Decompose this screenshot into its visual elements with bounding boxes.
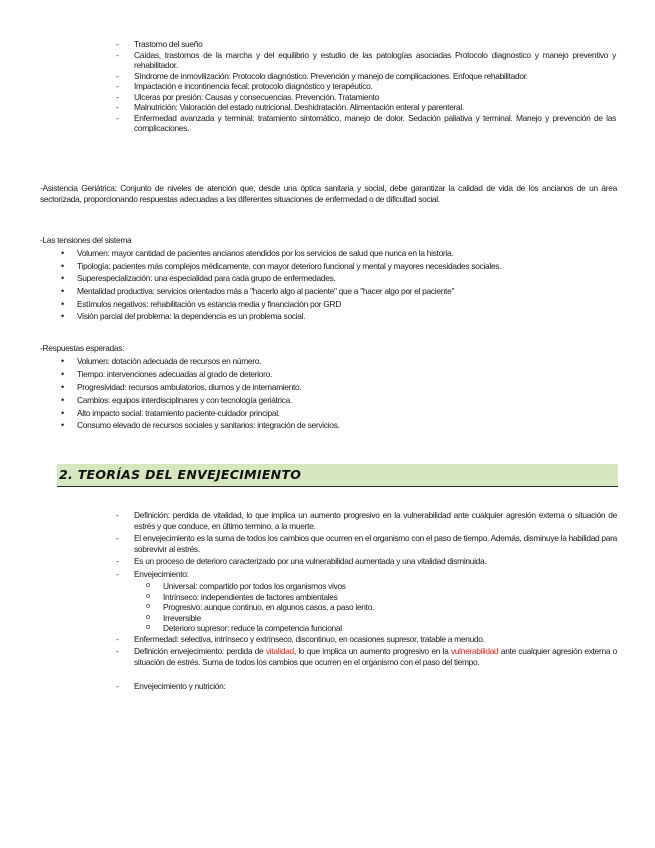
section-heading: 2. TEORÍAS DEL ENVEJECIMIENTO [59, 467, 302, 482]
definicion-envejecimiento-item [134, 646, 617, 667]
list-item: • Cambios: equipos interdisciplinares y con tecnología geriátrica. [77, 395, 622, 406]
enfermedad-item: - Enfermedad: selectiva, intrínseco y extrínseco, discontinuo, en ocasiones supresor, tratable a menudo. [134, 634, 617, 645]
list-item: • Progresividad: recursos ambulatorios, diurnos y de internamiento. [77, 382, 622, 393]
theories-list [134, 510, 617, 692]
respuestas-title: -Respuestas esperadas: [40, 343, 125, 353]
sub-item: o Deterioro supresor: reduce la competencia funcional [163, 623, 617, 634]
envejecimiento-item [134, 569, 617, 634]
suma-item: - El envejecimiento es la suma de todos los cambios que ocurren en el organismo con el paso de tiempo. Además, disminuye la habilidad para sobrevivir al estrés. [134, 533, 617, 554]
tensiones-list [77, 248, 622, 322]
list-item: • Mentalidad productiva: servicios orientados más a "hacerlo algo al paciente" que a "hacer algo por el paciente" [77, 286, 622, 297]
list-item: - Caídas, trastornos de la marcha y del equilibrio y estudio de las patologías asociadas Protocolo diagnostico y manejo preventivo y rehabilitador. [134, 50, 616, 71]
list-item: - Enfermedad avanzada y terminal: tratamiento sintomático, manejo de dolor. Sedación paliativa y terminal. Manejo y prevención de las complicaciones. [134, 113, 616, 134]
list-item: - Malnutrición: Valoración del estado nutricional. Deshidratación. Alimentación enteral y parenteral. [134, 102, 616, 113]
list-item: • Estímulos negativos: rehabilitación vs estancia media y financiación por GRD [77, 299, 622, 310]
envejecimiento-sublist [163, 581, 617, 634]
sub-item: o Irreversible [163, 613, 617, 624]
list-item: - Impactación e incontinencia fecal: protocolo diagnóstico y terapéutico. [134, 81, 616, 92]
respuestas-list [77, 356, 622, 431]
tensiones-title: -Las tensiones del sistema [40, 235, 132, 245]
proceso-item: - Es un proceso de deterioro caracterizado por una vulnerabilidad aumentada y una vitalidad disminuida. [134, 556, 617, 567]
list-item: • Volumen: mayor cantidad de pacientes ancianos atendidos por los servicios de salud que nunca en la historia. [77, 248, 622, 259]
list-item: - Ulceras por presión: Causas y consecuencias. Prevención. Tratamiento [134, 92, 616, 103]
vulnerabilidad-highlight: vulnerabilidad [450, 646, 499, 656]
list-item: • Consumo elevado de recursos sociales y sanitarios: integración de servicios. [77, 420, 622, 431]
list-item: • Tiempo: intervenciones adecuadas al grado de deterioro. [77, 369, 622, 380]
list-item: • Superespecialización: una especialidad para cada grupo de enfermedades. [77, 273, 622, 284]
def2-mid: , lo que implica un aumento progresivo en la [293, 646, 451, 656]
list-item: • Visión parcial del problema: la dependencia es un problema social. [77, 311, 622, 322]
list-item: - Trastorno del sueño [134, 39, 616, 50]
definicion-item: - Definición: perdida de vitalidad, lo que implica un aumento progresivo en la vulnerabilidad ante cualquier agresión externa o situación de estrés y que conduce, en último termino, a la muerte. [134, 510, 617, 531]
list-item: • Tipología: pacientes más complejos médicamente, con mayor deterioro funcional y mental y mayores necesidades sociales. [77, 261, 622, 272]
def2-post: ante cualquier agresión externa o situación de estrés. Suma de todos los cambios que ocurren en el organismo con el paso del tiempo. [134, 646, 617, 667]
asistencia-paragraph: -Asistencia Geriátrica: Conjunto de niveles de atención que, desde una óptica sanitaria y social, debe garantizar la calidad de vida de los ancianos de un área sectorizada, proporcionando respuestas adecuadas a las diferentes situaciones de enfermedad o de dificultad social. [40, 183, 617, 204]
sub-item: o Intrínseco: independientes de factores ambientales [163, 592, 617, 603]
nutricion-item: - Envejecimiento y nutrición: [134, 681, 617, 692]
list-item: - Síndrome de inmovilización: Protocolo diagnóstico. Prevención y manejo de complicaciones. Enfoque rehabilitador. [134, 71, 616, 82]
def2-pre: Definición envejecimiento: perdida de [134, 646, 266, 656]
sub-item: o Progresivo: aunque continuo, en algunos casos, a paso lento. [163, 602, 617, 613]
top-dash-list [134, 39, 616, 134]
sub-item: o Universal: compartido por todos los organismos vivos [163, 581, 617, 592]
vitalidad-highlight: vitalidad [265, 646, 294, 656]
list-item: • Volumen: dotación adecuada de recursos en número. [77, 356, 622, 367]
list-item: • Alto impacto social: tratamiento paciente-cuidador principal. [77, 408, 622, 419]
envejecimiento-label: Envejecimiento: [134, 568, 189, 579]
section-heading-bar [57, 464, 618, 487]
